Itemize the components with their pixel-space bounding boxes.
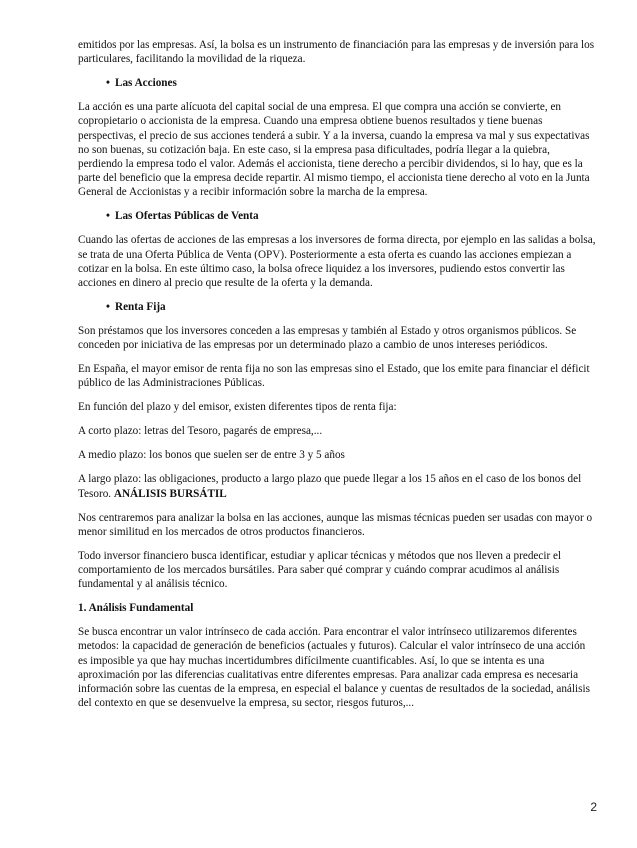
paragraph-largo-plazo xyxy=(78,472,596,500)
paragraph-renta-fija-2: En España, el mayor emisor de renta fija no son las empresas sino el Estado, que los emite para financiar el déficit público de las Administraciones Públicas. xyxy=(78,363,590,390)
heading-acciones-text: Las Acciones xyxy=(115,77,177,90)
paragraph-fundamental: Se busca encontrar un valor intrínseco de cada acción. Para encontrar el valor intrínseco utilizaremos diferentes metodos: la capacidad de generación de beneficios (actuales y futuros). Calcular el valor intrínseco de una acción es imposible ya que hay muchas incertidumbres difícilmente cuantificables. Así, lo que se intenta es una aproximación por las diferencias cualitativas entre diferentes empresas. Para analizar cada empresa es necesaria información sobre las cuentas de la empresa, en especial el balance y cuentas de resultados de la sociedad, análisis del contexto en que se desenvuelve la empresa, su sector, riesgos futuros,... xyxy=(78,626,590,710)
heading-ofertas-text: Las Ofertas Públicas de Venta xyxy=(115,210,259,223)
paragraph-renta-fija-3: En función del plazo y del emisor, existen diferentes tipos de renta fija: xyxy=(78,401,397,414)
paragraph-analisis-1: Nos centraremos para analizar la bolsa en las acciones, aunque las mismas técnicas pueden ser usadas con mayor o menor similitud en los mercados de otros productos financieros. xyxy=(78,511,593,538)
heading-acciones xyxy=(78,76,596,90)
intro-paragraph: emitidos por las empresas. Así, la bolsa es un instrumento de financiación para las empresas y de inversión para los particulares, facilitando la movilidad de la riqueza. xyxy=(78,39,595,66)
heading-renta-fija-text: Renta Fija xyxy=(115,301,166,314)
bullet-icon: • xyxy=(106,301,110,314)
bullet-icon: • xyxy=(106,210,110,223)
heading-renta-fija xyxy=(78,300,596,314)
paragraph-renta-fija-1: Son préstamos que los inversores conceden a las empresas y también al Estado y otros organismos públicos. Se conceden por iniciativa de las empresas por un determinado plazo a cambio de unos intereses periódicos. xyxy=(78,325,577,352)
paragraph-acciones: La acción es una parte alícuota del capital social de una empresa. El que compra una acción se convierte, en copropietario o accionista de la empresa. Cuando una empresa obtiene buenos resultados y tiene buenas perspectivas, el precio de sus acciones tenderá a subir. Y a la inversa, cuando la empresa va mal y sus expectativas no son buenas, su cotización baja. En este caso, si la empresa pasa dificultades, podría llegar a la quiebra, perdiendo la empresa todo el valor. Además el accionista, tiene derecho a percibir dividendos, si lo hay, que es la parte del beneficio que la empresa decide repartir. Al mismo tiempo, el accionista tiene derecho al voto en la Junta General de Accionistas y a recibir información sobre la marcha de la empresa. xyxy=(78,101,590,199)
paragraph-ofertas: Cuando las ofertas de acciones de las empresas a los inversores de forma directa, por ejemplo en las salidas a bolsa, se trata de una Oferta Pública de Venta (OPV). Posteriormente a esta oferta es cuando las acciones empiezan a cotizar en la bolsa. En este último caso, la bolsa ofrece liquidez a los inversores, pudiendo estos convertir las acciones en dinero al precio que resulte de la oferta y la demanda. xyxy=(78,234,596,290)
page-content xyxy=(78,38,596,710)
largo-plazo-text: A largo plazo: las obligaciones, producto a largo plazo que puede llegar a los 15 años en el caso de los bonos del Tesoro. xyxy=(78,473,582,500)
paragraph-medio-plazo: A medio plazo: los bonos que suelen ser de entre 3 y 5 años xyxy=(78,449,345,462)
analisis-bursatil-title: ANÁLISIS BURSÁTIL xyxy=(113,487,227,500)
heading-analisis-fundamental: 1. Análisis Fundamental xyxy=(78,602,194,615)
paragraph-analisis-2: Todo inversor financiero busca identificar, estudiar y aplicar técnicas y métodos que nos lleven a predecir el comportamiento de los mercados bursátiles. Para saber qué comprar y cuándo comprar acudimos al análisis fundamental y al análisis técnico. xyxy=(78,549,562,591)
bullet-icon: • xyxy=(106,77,110,90)
paragraph-corto-plazo: A corto plazo: letras del Tesoro, pagarés de empresa,... xyxy=(78,425,323,438)
page-number: 2 xyxy=(590,800,597,814)
heading-ofertas xyxy=(78,209,596,223)
